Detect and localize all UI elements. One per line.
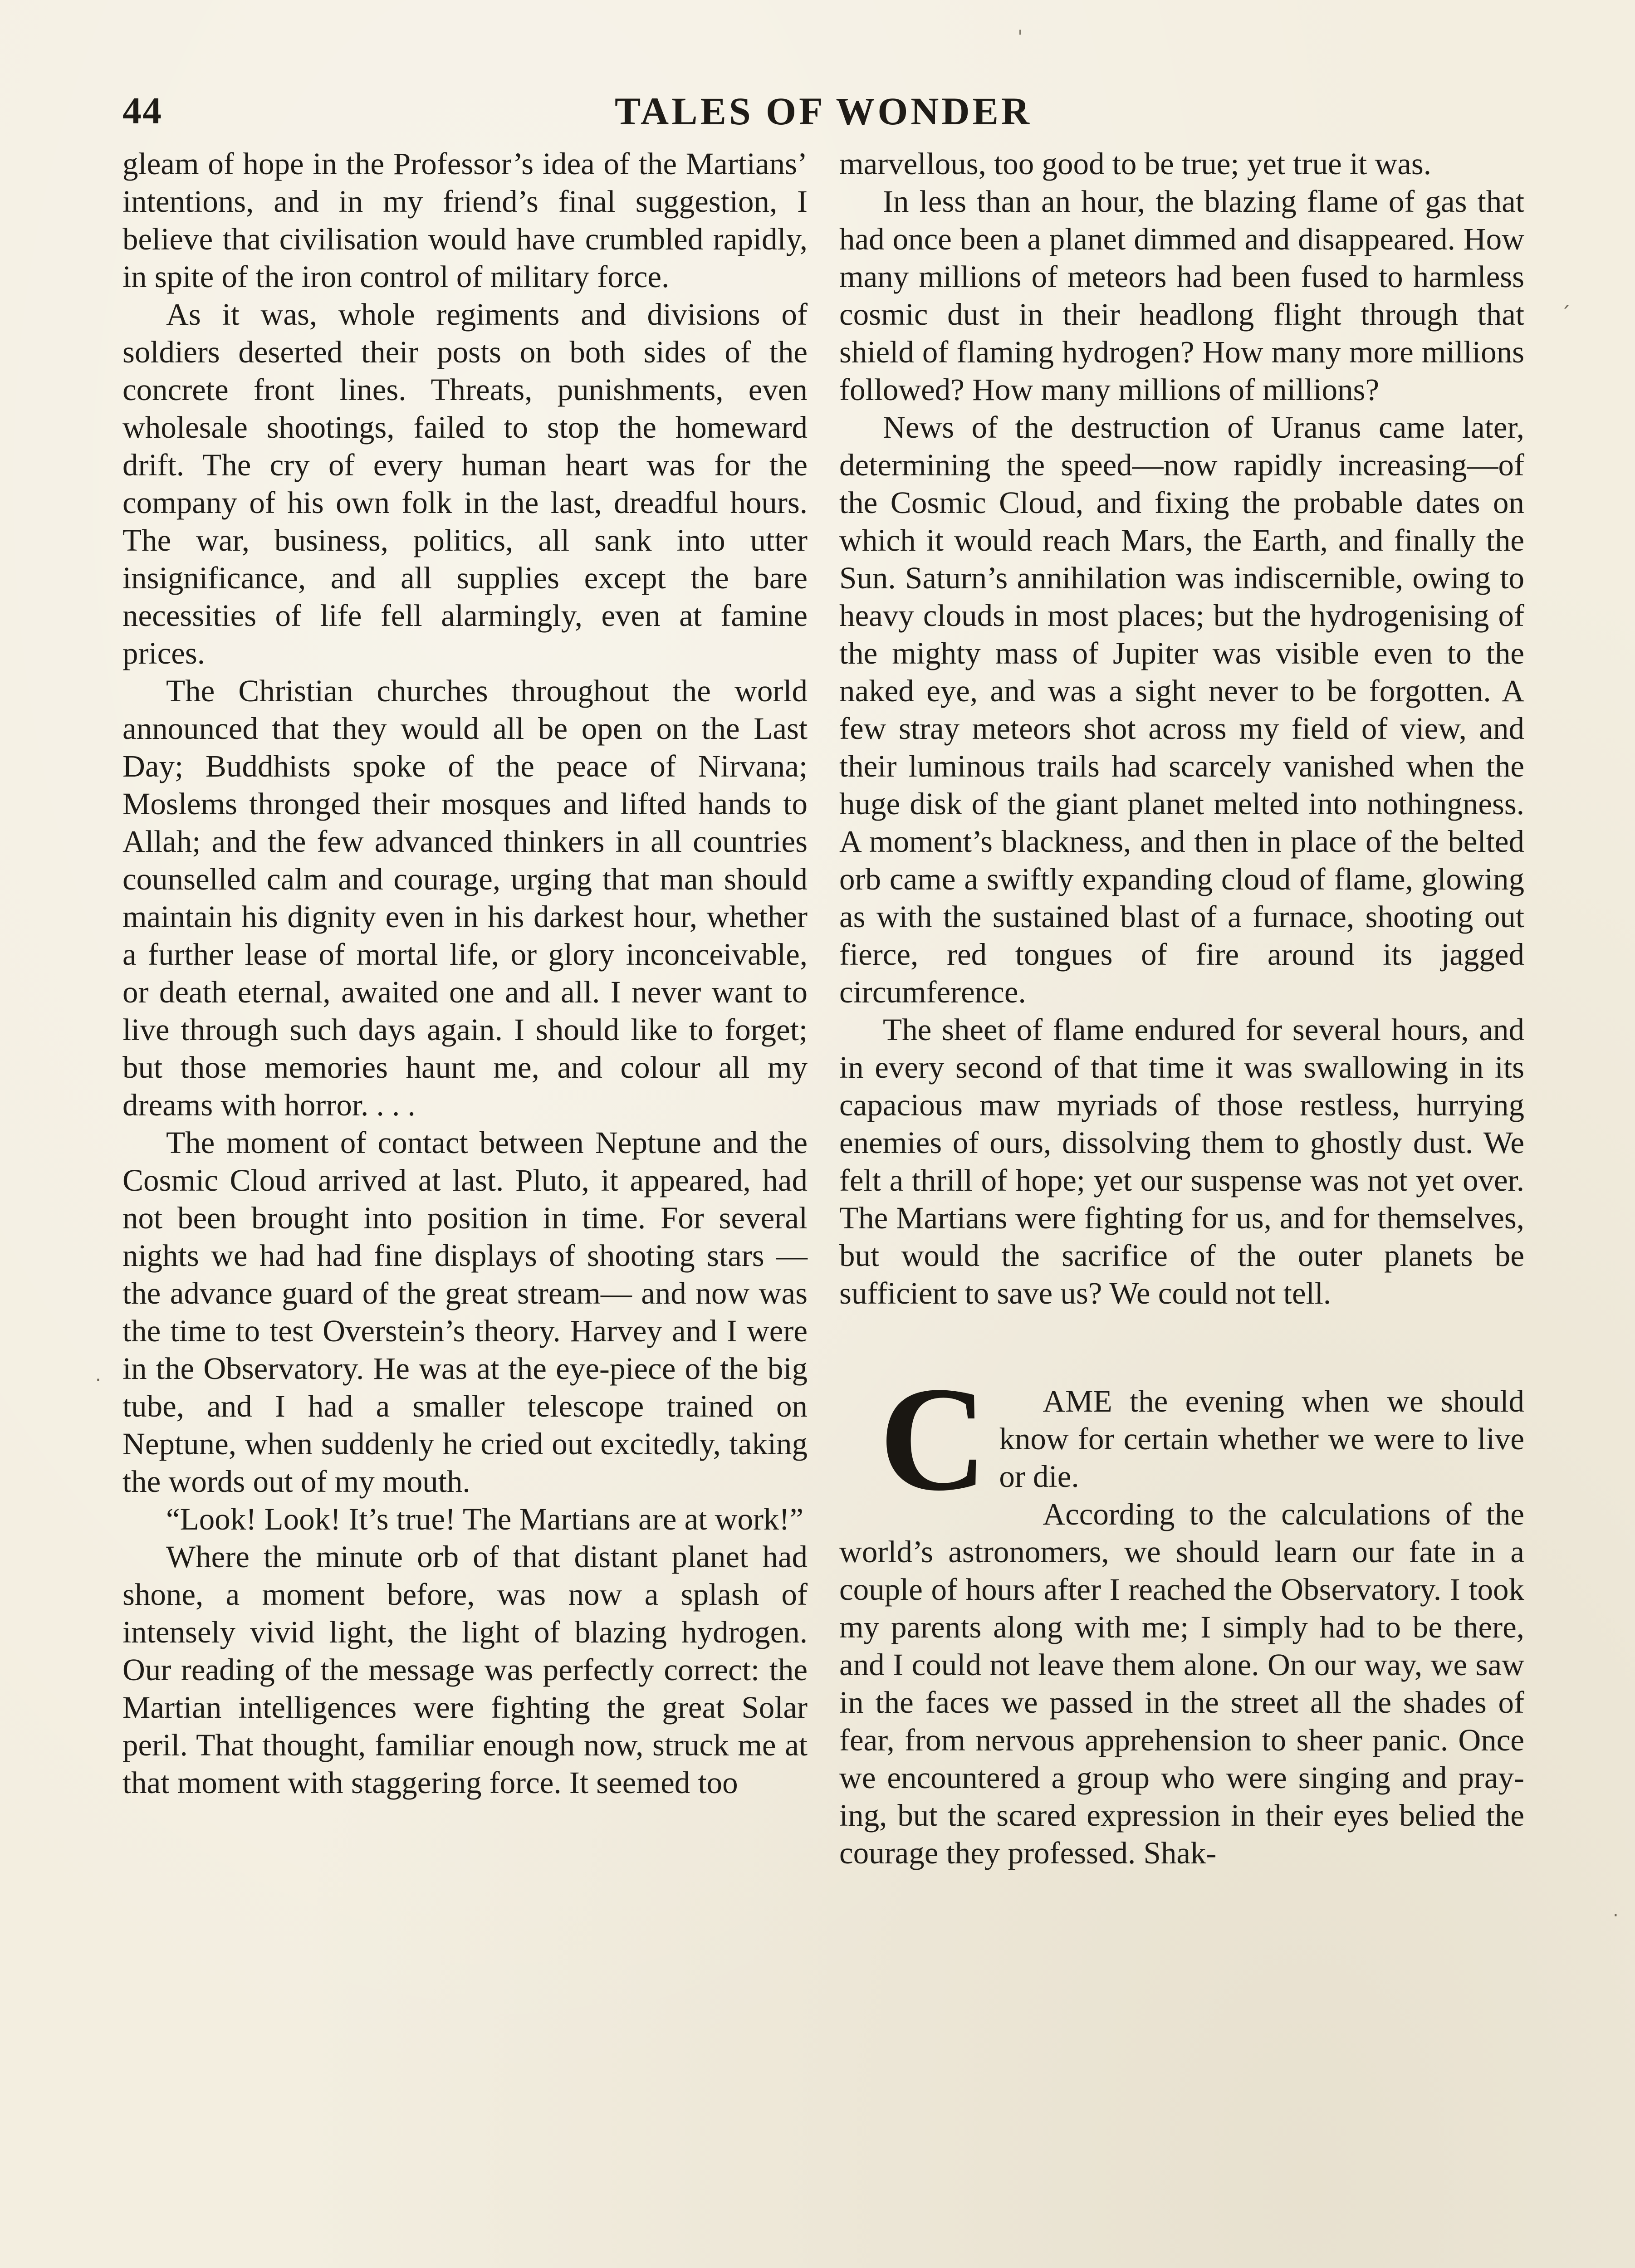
running-title: TALES OF WONDER [615,89,1032,133]
paragraph: Where the minute orb of that distant planet had shone, a moment before, was now a splash of intensely vivid light, the light of blazing hydrogen. Our reading of the message was perfectly correct: the Martian intelligences were fighting the great Solar peril. That thought, familiar enough now, struck me at that moment with staggering force. It seemed too [122,1540,808,1800]
paragraph: The sheet of flame endured for several hours, and in every second of that time it was swallowing in its capacious maw myriads of those restless, hurrying enemies of ours, dissolving them to ghostly dust. We felt a thrill of hope; yet our suspense was not yet over. The Martians were fighting for us, and for themselves, but would the sacrifice of the outer planets be sufficient to save us? We could not tell. [839,1012,1524,1310]
print-speck: ˏ [1561,286,1571,309]
paragraph: According to the calculations of the world’s astronomers, we should learn our fate in a couple of hours after I reached the Observatory. I took my parents along with me; I simply had to be there, and I could not leave them alone. On our way, we saw in the faces we passed in the street all the shades of fear, from nervous apprehension to sheer panic. Once we encountered a group who were singing and praying, but the scared expression in their eyes belied the courage they professed. Shak- [839,1497,1524,1870]
section-opening-paragraph [839,1356,1524,1522]
paragraph-continuation: marvellous, too good to be true; yet true it was. [839,147,1431,181]
paragraph: News of the destruction of Uranus came later, determining the speed—now rapidly increasing—of the Cosmic Cloud, and fixing the probable dates on which it would reach Mars, the Earth, and finally the Sun. Saturn’s annihilation was indiscernible, owing to heavy clouds in most places; but the hydrogenising of the mighty mass of Jupiter was visible even to the naked eye, and was a sight never to be forgotten. A few stray meteors shot across my field of view, and their luminous trails had scarcely vanished when the huge disk of the giant planet melted into nothingness. A moment’s blackness, and then in place of the belted orb came a swiftly expanding cloud of flame, glowing as with the sustained blast of a furnace, shooting out fierce, red tongues of fire around its jagged circumference. [839,410,1524,1009]
left-column [122,145,808,1802]
page-header [122,86,1524,136]
dialogue-paragraph: “Look! Look! It’s true! The Martians are at work!” [166,1502,804,1536]
paragraph: The moment of contact between Neptune and the Cosmic Cloud arrived at last. Pluto, it appeared, had not been brought into position in time. For several nights we had had fine displays of shooting stars —the advance guard of the great stream— and now was the time to test Overstein’s theory. Harvey and I were in the Observatory. He was at the eye-piece of the big tube, and I had a smaller telescope trained on Neptune, when suddenly he cried out excitedly, taking the words out of my mouth. [122,1125,808,1499]
paragraph: In less than an hour, the blazing flame of gas that had once been a planet dimmed and disappeared. How many millions of meteors had been fused to harmless cosmic dust in their headlong flight through that shield of flaming hydrogen? How many more millions followed? How many millions of millions? [839,184,1524,407]
right-column [839,145,1524,1872]
print-speck: ˈ [1018,27,1023,48]
print-speck: · [1613,1905,1619,1926]
paragraph: As it was, whole regiments and divisions of soldiers deserted their posts on both sides of the concrete front lines. Threats, punishments, even wholesale shootings, failed to stop the homeward drift. The cry of every human heart was for the company of his own folk in the last, dreadful hours. The war, business, politics, all sank into utter insignificance, and all supplies except the bare necessities of life fell alarmingly, even at famine prices. [122,297,808,670]
paragraph: gleam of hope in the Professor’s idea of the Martians’ intentions, and in my friend’s final suggestion, I believe that civilisation would have crumbled rapidly, in spite of the iron control of military force. [122,147,808,294]
page-number: 44 [122,90,162,132]
paragraph: The Christian churches throughout the world announced that they would all be open on the Last Day; Buddhists spoke of the peace of Nirvana; Moslems thronged their mosques and lifted hands to Allah; and the few advanced thinkers in all countries counselled calm and courage, urging that man should maintain his dignity even in his darkest hour, whether a further lease of mortal life, or glory inconceivable, or death eternal, awaited one and all. I never want to live through such days again. I should like to forget; but those memories haunt me, and colour all my dreams with horror. . . . [122,674,808,1122]
print-speck: · [95,1370,101,1391]
section-lead-text: AME the evening when we should know for certain whether we were to live or die. [999,1384,1524,1494]
drop-cap: C [879,1356,988,1522]
